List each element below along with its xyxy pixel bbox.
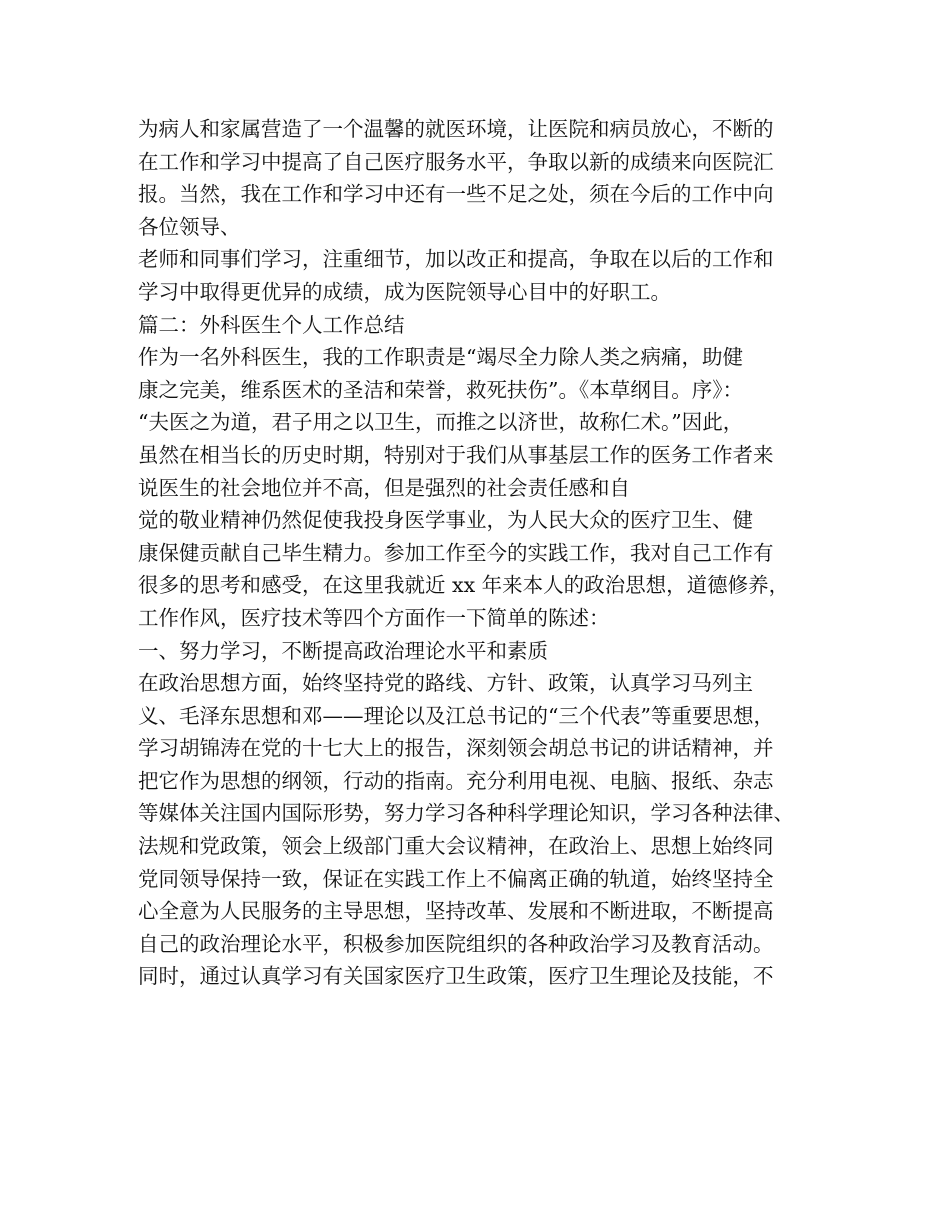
text-line: 工作作风，医疗技术等四个方面作一下简单的陈述： [138, 605, 610, 630]
text-line: 在政治思想方面，始终坚持党的路线、方针、政策，认真学习马列主 [138, 671, 753, 696]
text-line: 各位领导、 [138, 214, 241, 239]
text-line: 作为一名外科医生，我的工作职责是“竭尽全力除人类之病痛，助健 [138, 345, 743, 370]
text-line: 老师和同事们学习，注重细节，加以改正和提高，争取在以后的工作和 [138, 247, 774, 272]
section-heading: 篇二：外科医生个人工作总结 [138, 312, 405, 337]
text-line: 学习胡锦涛在党的十七大上的报告，深刻领会胡总书记的讲话精神，并 [138, 736, 774, 761]
text-line: 康保健贡献自己毕生精力。参加工作至今的实践工作，我对自己工作有 [138, 540, 774, 565]
text-line: 康之完美，维系医术的圣洁和荣誉，救死扶伤”。《本草纲目。序》： [138, 377, 743, 402]
text-line: 学习中取得更优异的成绩，成为医院领导心目中的好职工。 [138, 279, 671, 304]
text-line: 同时，通过认真学习有关国家医疗卫生政策，医疗卫生理论及技能，不 [138, 964, 774, 989]
body-text [138, 113, 828, 993]
subsection-heading: 一、努力学习，不断提高政治理论水平和素质 [138, 638, 548, 663]
text-line: 把它作为思想的纲领，行动的指南。充分利用电视、电脑、报纸、杂志 [138, 768, 774, 793]
text-line: 等媒体关注国内国际形势，努力学习各种科学理论知识，学习各种法律、 [138, 801, 794, 826]
text-line: 很多的思考和感受，在这里我就近 xx 年来本人的政治思想，道德修养， [138, 573, 790, 598]
text-line: 觉的敬业精神仍然促使我投身医学事业，为人民大众的医疗卫生、健 [138, 508, 753, 533]
text-line: 心全意为人民服务的主导思想，坚持改革、发展和不断进取，不断提高 [138, 899, 774, 924]
text-line: 法规和党政策，领会上级部门重大会议精神，在政治上、思想上始终同 [138, 834, 774, 859]
text-line: “夫医之为道，君子用之以卫生，而推之以济世，故称仁术。”因此， [138, 410, 744, 435]
text-line: 在工作和学习中提高了自己医疗服务水平，争取以新的成绩来向医院汇 [138, 149, 774, 174]
text-line: 自己的政治理论水平，积极参加医院组织的各种政治学习及教育活动。 [138, 931, 774, 956]
text-line: 报。当然，我在工作和学习中还有一些不足之处，须在今后的工作中向 [138, 182, 774, 207]
text-line: 虽然在相当长的历史时期，特别对于我们从事基层工作的医务工作者来 [138, 442, 774, 467]
text-line: 说医生的社会地位并不高，但是强烈的社会责任感和自 [138, 475, 630, 500]
text-line: 党同领导保持一致，保证在实践工作上不偏离正确的轨道，始终坚持全 [138, 866, 774, 891]
text-line: 义、毛泽东思想和邓——理论以及江总书记的“三个代表”等重要思想， [138, 703, 774, 728]
text-line: 为病人和家属营造了一个温馨的就医环境，让医院和病员放心，不断的 [138, 117, 774, 141]
